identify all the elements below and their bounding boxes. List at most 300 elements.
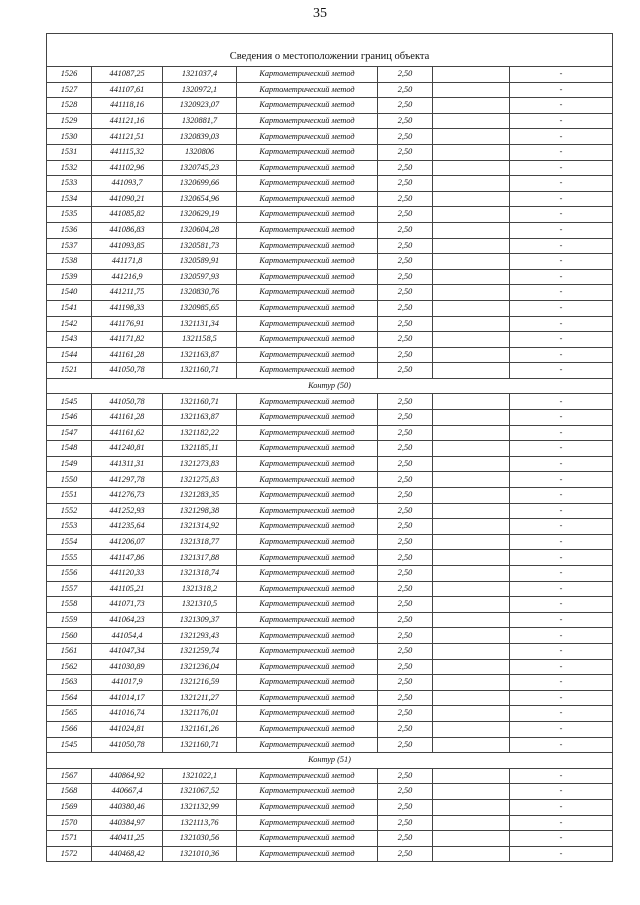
table-row bbox=[47, 207, 613, 223]
method-cell: Картометрический метод bbox=[237, 191, 378, 207]
table-row bbox=[47, 67, 613, 83]
x-coordinate-cell: 441050,78 bbox=[92, 363, 163, 379]
dash-cell: - bbox=[510, 519, 613, 535]
method-cell: Картометрический метод bbox=[237, 472, 378, 488]
dash-cell: - bbox=[510, 176, 613, 192]
method-cell: Картометрический метод bbox=[237, 67, 378, 83]
precision-cell: 2,50 bbox=[378, 238, 433, 254]
empty-cell bbox=[433, 628, 510, 644]
precision-cell: 2,50 bbox=[378, 721, 433, 737]
method-cell: Картометрический метод bbox=[237, 254, 378, 270]
method-cell: Картометрический метод bbox=[237, 566, 378, 582]
point-number-cell: 1572 bbox=[47, 846, 92, 862]
y-coordinate-cell: 1321176,01 bbox=[163, 706, 237, 722]
y-coordinate-cell: 1321216,59 bbox=[163, 675, 237, 691]
method-cell: Картометрический метод bbox=[237, 659, 378, 675]
point-number-cell: 1559 bbox=[47, 612, 92, 628]
table-row bbox=[47, 675, 613, 691]
method-cell: Картометрический метод bbox=[237, 488, 378, 504]
point-number-cell: 1521 bbox=[47, 363, 92, 379]
method-cell: Картометрический метод bbox=[237, 285, 378, 301]
y-coordinate-cell: 1320581,73 bbox=[163, 238, 237, 254]
x-coordinate-cell: 440468,42 bbox=[92, 846, 163, 862]
method-cell: Картометрический метод bbox=[237, 721, 378, 737]
method-cell: Картометрический метод bbox=[237, 82, 378, 98]
method-cell: Картометрический метод bbox=[237, 269, 378, 285]
table-row bbox=[47, 534, 613, 550]
precision-cell: 2,50 bbox=[378, 363, 433, 379]
y-coordinate-cell: 1321037,4 bbox=[163, 67, 237, 83]
y-coordinate-cell: 1321273,83 bbox=[163, 456, 237, 472]
empty-cell bbox=[433, 300, 510, 316]
x-coordinate-cell: 441093,7 bbox=[92, 176, 163, 192]
table-row bbox=[47, 238, 613, 254]
table-row bbox=[47, 799, 613, 815]
x-coordinate-cell: 441171,82 bbox=[92, 332, 163, 348]
dash-cell: - bbox=[510, 300, 613, 316]
y-coordinate-cell: 1320839,03 bbox=[163, 129, 237, 145]
point-number-cell: 1561 bbox=[47, 643, 92, 659]
y-coordinate-cell: 1321275,83 bbox=[163, 472, 237, 488]
dash-cell: - bbox=[510, 503, 613, 519]
precision-cell: 2,50 bbox=[378, 628, 433, 644]
dash-cell: - bbox=[510, 82, 613, 98]
empty-cell bbox=[433, 269, 510, 285]
point-number-cell: 1564 bbox=[47, 690, 92, 706]
empty-cell bbox=[433, 160, 510, 176]
dash-cell: - bbox=[510, 706, 613, 722]
x-coordinate-cell: 441086,83 bbox=[92, 222, 163, 238]
precision-cell: 2,50 bbox=[378, 597, 433, 613]
dash-cell: - bbox=[510, 768, 613, 784]
y-coordinate-cell: 1321163,87 bbox=[163, 410, 237, 426]
method-cell: Картометрический метод bbox=[237, 550, 378, 566]
point-number-cell: 1549 bbox=[47, 456, 92, 472]
table-row bbox=[47, 144, 613, 160]
x-coordinate-cell: 441090,21 bbox=[92, 191, 163, 207]
y-coordinate-cell: 1321293,43 bbox=[163, 628, 237, 644]
method-cell: Картометрический метод bbox=[237, 768, 378, 784]
point-number-cell: 1567 bbox=[47, 768, 92, 784]
point-number-cell: 1538 bbox=[47, 254, 92, 270]
method-cell: Картометрический метод bbox=[237, 410, 378, 426]
x-coordinate-cell: 440384,97 bbox=[92, 815, 163, 831]
empty-cell bbox=[433, 550, 510, 566]
empty-cell bbox=[433, 456, 510, 472]
empty-cell bbox=[433, 706, 510, 722]
table-row bbox=[47, 612, 613, 628]
dash-cell: - bbox=[510, 628, 613, 644]
point-number-cell: 1542 bbox=[47, 316, 92, 332]
method-cell: Картометрический метод bbox=[237, 799, 378, 815]
y-coordinate-cell: 1320699,66 bbox=[163, 176, 237, 192]
method-cell: Картометрический метод bbox=[237, 503, 378, 519]
empty-cell bbox=[433, 441, 510, 457]
point-number-cell: 1528 bbox=[47, 98, 92, 114]
dash-cell: - bbox=[510, 269, 613, 285]
table-row bbox=[47, 160, 613, 176]
dash-cell: - bbox=[510, 441, 613, 457]
x-coordinate-cell: 441014,17 bbox=[92, 690, 163, 706]
precision-cell: 2,50 bbox=[378, 98, 433, 114]
empty-cell bbox=[433, 254, 510, 270]
precision-cell: 2,50 bbox=[378, 144, 433, 160]
precision-cell: 2,50 bbox=[378, 799, 433, 815]
y-coordinate-cell: 1321318,2 bbox=[163, 581, 237, 597]
method-cell: Картометрический метод bbox=[237, 519, 378, 535]
precision-cell: 2,50 bbox=[378, 831, 433, 847]
y-coordinate-cell: 1321211,27 bbox=[163, 690, 237, 706]
point-number-cell: 1536 bbox=[47, 222, 92, 238]
empty-cell bbox=[433, 222, 510, 238]
x-coordinate-cell: 441311,31 bbox=[92, 456, 163, 472]
y-coordinate-cell: 1321314,92 bbox=[163, 519, 237, 535]
method-cell: Картометрический метод bbox=[237, 394, 378, 410]
point-number-cell: 1551 bbox=[47, 488, 92, 504]
dash-cell: - bbox=[510, 425, 613, 441]
dash-cell: - bbox=[510, 394, 613, 410]
empty-cell bbox=[433, 82, 510, 98]
method-cell: Картометрический метод bbox=[237, 129, 378, 145]
method-cell: Картометрический метод bbox=[237, 300, 378, 316]
dash-cell: - bbox=[510, 597, 613, 613]
x-coordinate-cell: 441030,89 bbox=[92, 659, 163, 675]
dash-cell: - bbox=[510, 612, 613, 628]
precision-cell: 2,50 bbox=[378, 643, 433, 659]
empty-cell bbox=[433, 643, 510, 659]
dash-cell: - bbox=[510, 456, 613, 472]
y-coordinate-cell: 1321022,1 bbox=[163, 768, 237, 784]
empty-cell bbox=[433, 768, 510, 784]
empty-cell bbox=[433, 67, 510, 83]
dash-cell: - bbox=[510, 581, 613, 597]
precision-cell: 2,50 bbox=[378, 441, 433, 457]
method-cell: Картометрический метод bbox=[237, 332, 378, 348]
y-coordinate-cell: 1321158,5 bbox=[163, 332, 237, 348]
empty-cell bbox=[433, 113, 510, 129]
y-coordinate-cell: 1321310,5 bbox=[163, 597, 237, 613]
precision-cell: 2,50 bbox=[378, 472, 433, 488]
table-row bbox=[47, 269, 613, 285]
table-row bbox=[47, 456, 613, 472]
x-coordinate-cell: 440380,46 bbox=[92, 799, 163, 815]
dash-cell: - bbox=[510, 566, 613, 582]
empty-cell bbox=[433, 799, 510, 815]
x-coordinate-cell: 441216,9 bbox=[92, 269, 163, 285]
dash-cell: - bbox=[510, 675, 613, 691]
y-coordinate-cell: 1321298,38 bbox=[163, 503, 237, 519]
table-row bbox=[47, 472, 613, 488]
page-number: 35 bbox=[313, 6, 327, 21]
dash-cell: - bbox=[510, 144, 613, 160]
point-number-cell: 1545 bbox=[47, 737, 92, 753]
point-number-cell: 1568 bbox=[47, 784, 92, 800]
table-row bbox=[47, 846, 613, 862]
x-coordinate-cell: 441121,16 bbox=[92, 113, 163, 129]
dash-cell: - bbox=[510, 690, 613, 706]
y-coordinate-cell: 1321182,22 bbox=[163, 425, 237, 441]
y-coordinate-cell: 1321161,26 bbox=[163, 721, 237, 737]
table-row bbox=[47, 285, 613, 301]
x-coordinate-cell: 441102,96 bbox=[92, 160, 163, 176]
precision-cell: 2,50 bbox=[378, 675, 433, 691]
point-number-cell: 1534 bbox=[47, 191, 92, 207]
dash-cell: - bbox=[510, 472, 613, 488]
empty-cell bbox=[433, 316, 510, 332]
y-coordinate-cell: 1321283,35 bbox=[163, 488, 237, 504]
table-row bbox=[47, 410, 613, 426]
method-cell: Картометрический метод bbox=[237, 160, 378, 176]
empty-cell bbox=[433, 207, 510, 223]
y-coordinate-cell: 1321160,71 bbox=[163, 394, 237, 410]
method-cell: Картометрический метод bbox=[237, 363, 378, 379]
precision-cell: 2,50 bbox=[378, 581, 433, 597]
y-coordinate-cell: 1320745,23 bbox=[163, 160, 237, 176]
point-number-cell: 1553 bbox=[47, 519, 92, 535]
point-number-cell: 1554 bbox=[47, 534, 92, 550]
x-coordinate-cell: 441161,62 bbox=[92, 425, 163, 441]
precision-cell: 2,50 bbox=[378, 737, 433, 753]
method-cell: Картометрический метод bbox=[237, 425, 378, 441]
contour-header-row bbox=[47, 378, 613, 394]
precision-cell: 2,50 bbox=[378, 706, 433, 722]
precision-cell: 2,50 bbox=[378, 207, 433, 223]
x-coordinate-cell: 441121,51 bbox=[92, 129, 163, 145]
x-coordinate-cell: 441171,8 bbox=[92, 254, 163, 270]
empty-cell bbox=[433, 285, 510, 301]
y-coordinate-cell: 1320589,91 bbox=[163, 254, 237, 270]
y-coordinate-cell: 1320806 bbox=[163, 144, 237, 160]
dash-cell: - bbox=[510, 737, 613, 753]
empty-cell bbox=[433, 737, 510, 753]
dash-cell: - bbox=[510, 815, 613, 831]
precision-cell: 2,50 bbox=[378, 113, 433, 129]
x-coordinate-cell: 441276,73 bbox=[92, 488, 163, 504]
table-row bbox=[47, 550, 613, 566]
y-coordinate-cell: 1321132,99 bbox=[163, 799, 237, 815]
empty-cell bbox=[433, 425, 510, 441]
point-number-cell: 1558 bbox=[47, 597, 92, 613]
x-coordinate-cell: 440864,92 bbox=[92, 768, 163, 784]
precision-cell: 2,50 bbox=[378, 67, 433, 83]
y-coordinate-cell: 1321010,36 bbox=[163, 846, 237, 862]
precision-cell: 2,50 bbox=[378, 222, 433, 238]
dash-cell: - bbox=[510, 222, 613, 238]
table-row bbox=[47, 503, 613, 519]
x-coordinate-cell: 441087,25 bbox=[92, 67, 163, 83]
table-title-row bbox=[47, 34, 613, 67]
dash-cell: - bbox=[510, 285, 613, 301]
y-coordinate-cell: 1321309,37 bbox=[163, 612, 237, 628]
precision-cell: 2,50 bbox=[378, 846, 433, 862]
precision-cell: 2,50 bbox=[378, 394, 433, 410]
point-number-cell: 1543 bbox=[47, 332, 92, 348]
y-coordinate-cell: 1321160,71 bbox=[163, 363, 237, 379]
dash-cell: - bbox=[510, 160, 613, 176]
table-row bbox=[47, 394, 613, 410]
table-row bbox=[47, 176, 613, 192]
method-cell: Картометрический метод bbox=[237, 815, 378, 831]
x-coordinate-cell: 441054,4 bbox=[92, 628, 163, 644]
empty-cell bbox=[433, 503, 510, 519]
x-coordinate-cell: 440411,25 bbox=[92, 831, 163, 847]
y-coordinate-cell: 1320597,93 bbox=[163, 269, 237, 285]
precision-cell: 2,50 bbox=[378, 316, 433, 332]
dash-cell: - bbox=[510, 784, 613, 800]
x-coordinate-cell: 441050,78 bbox=[92, 394, 163, 410]
table-row bbox=[47, 441, 613, 457]
precision-cell: 2,50 bbox=[378, 488, 433, 504]
contour-label: Контур (50) bbox=[47, 378, 613, 394]
table-row bbox=[47, 831, 613, 847]
y-coordinate-cell: 1321317,88 bbox=[163, 550, 237, 566]
method-cell: Картометрический метод bbox=[237, 784, 378, 800]
precision-cell: 2,50 bbox=[378, 129, 433, 145]
table-row bbox=[47, 659, 613, 675]
table-row bbox=[47, 300, 613, 316]
method-cell: Картометрический метод bbox=[237, 238, 378, 254]
point-number-cell: 1566 bbox=[47, 721, 92, 737]
precision-cell: 2,50 bbox=[378, 612, 433, 628]
method-cell: Картометрический метод bbox=[237, 98, 378, 114]
x-coordinate-cell: 441176,91 bbox=[92, 316, 163, 332]
x-coordinate-cell: 441071,73 bbox=[92, 597, 163, 613]
y-coordinate-cell: 1321236,04 bbox=[163, 659, 237, 675]
empty-cell bbox=[433, 394, 510, 410]
table-row bbox=[47, 425, 613, 441]
empty-cell bbox=[433, 831, 510, 847]
empty-cell bbox=[433, 191, 510, 207]
table-title: Сведения о местоположении границ объекта bbox=[47, 34, 613, 67]
empty-cell bbox=[433, 410, 510, 426]
point-number-cell: 1555 bbox=[47, 550, 92, 566]
dash-cell: - bbox=[510, 129, 613, 145]
y-coordinate-cell: 1321259,74 bbox=[163, 643, 237, 659]
y-coordinate-cell: 1320830,76 bbox=[163, 285, 237, 301]
empty-cell bbox=[433, 519, 510, 535]
y-coordinate-cell: 1320881,7 bbox=[163, 113, 237, 129]
precision-cell: 2,50 bbox=[378, 300, 433, 316]
method-cell: Картометрический метод bbox=[237, 612, 378, 628]
table-row bbox=[47, 566, 613, 582]
point-number-cell: 1550 bbox=[47, 472, 92, 488]
dash-cell: - bbox=[510, 488, 613, 504]
point-number-cell: 1556 bbox=[47, 566, 92, 582]
method-cell: Картометрический метод bbox=[237, 628, 378, 644]
method-cell: Картометрический метод bbox=[237, 831, 378, 847]
dash-cell: - bbox=[510, 113, 613, 129]
dash-cell: - bbox=[510, 332, 613, 348]
point-number-cell: 1529 bbox=[47, 113, 92, 129]
empty-cell bbox=[433, 815, 510, 831]
method-cell: Картометрический метод bbox=[237, 176, 378, 192]
empty-cell bbox=[433, 675, 510, 691]
table-row bbox=[47, 628, 613, 644]
precision-cell: 2,50 bbox=[378, 82, 433, 98]
point-number-cell: 1552 bbox=[47, 503, 92, 519]
y-coordinate-cell: 1321067,52 bbox=[163, 784, 237, 800]
y-coordinate-cell: 1321318,74 bbox=[163, 566, 237, 582]
method-cell: Картометрический метод bbox=[237, 316, 378, 332]
empty-cell bbox=[433, 332, 510, 348]
table-row bbox=[47, 113, 613, 129]
table-row bbox=[47, 815, 613, 831]
precision-cell: 2,50 bbox=[378, 690, 433, 706]
empty-cell bbox=[433, 98, 510, 114]
empty-cell bbox=[433, 846, 510, 862]
precision-cell: 2,50 bbox=[378, 550, 433, 566]
table-row bbox=[47, 316, 613, 332]
method-cell: Картометрический метод bbox=[237, 222, 378, 238]
precision-cell: 2,50 bbox=[378, 456, 433, 472]
dash-cell: - bbox=[510, 207, 613, 223]
point-number-cell: 1545 bbox=[47, 394, 92, 410]
method-cell: Картометрический метод bbox=[237, 347, 378, 363]
x-coordinate-cell: 441024,81 bbox=[92, 721, 163, 737]
x-coordinate-cell: 441064,23 bbox=[92, 612, 163, 628]
precision-cell: 2,50 bbox=[378, 815, 433, 831]
point-number-cell: 1531 bbox=[47, 144, 92, 160]
method-cell: Картометрический метод bbox=[237, 144, 378, 160]
dash-cell: - bbox=[510, 721, 613, 737]
boundary-coordinates-table bbox=[46, 33, 613, 862]
x-coordinate-cell: 441093,85 bbox=[92, 238, 163, 254]
x-coordinate-cell: 441107,61 bbox=[92, 82, 163, 98]
y-coordinate-cell: 1320923,07 bbox=[163, 98, 237, 114]
table-row bbox=[47, 347, 613, 363]
x-coordinate-cell: 441161,28 bbox=[92, 410, 163, 426]
table-row bbox=[47, 254, 613, 270]
y-coordinate-cell: 1320604,28 bbox=[163, 222, 237, 238]
x-coordinate-cell: 441120,33 bbox=[92, 566, 163, 582]
dash-cell: - bbox=[510, 831, 613, 847]
x-coordinate-cell: 441240,81 bbox=[92, 441, 163, 457]
y-coordinate-cell: 1320629,19 bbox=[163, 207, 237, 223]
table-row bbox=[47, 706, 613, 722]
point-number-cell: 1530 bbox=[47, 129, 92, 145]
point-number-cell: 1537 bbox=[47, 238, 92, 254]
method-cell: Картометрический метод bbox=[237, 675, 378, 691]
x-coordinate-cell: 441016,74 bbox=[92, 706, 163, 722]
y-coordinate-cell: 1321160,71 bbox=[163, 737, 237, 753]
precision-cell: 2,50 bbox=[378, 410, 433, 426]
method-cell: Картометрический метод bbox=[237, 441, 378, 457]
y-coordinate-cell: 1321185,11 bbox=[163, 441, 237, 457]
table-row bbox=[47, 488, 613, 504]
y-coordinate-cell: 1321318,77 bbox=[163, 534, 237, 550]
dash-cell: - bbox=[510, 254, 613, 270]
point-number-cell: 1562 bbox=[47, 659, 92, 675]
x-coordinate-cell: 441206,07 bbox=[92, 534, 163, 550]
table-row bbox=[47, 784, 613, 800]
method-cell: Картометрический метод bbox=[237, 706, 378, 722]
dash-cell: - bbox=[510, 347, 613, 363]
x-coordinate-cell: 441161,28 bbox=[92, 347, 163, 363]
precision-cell: 2,50 bbox=[378, 285, 433, 301]
point-number-cell: 1547 bbox=[47, 425, 92, 441]
method-cell: Картометрический метод bbox=[237, 643, 378, 659]
table-row bbox=[47, 222, 613, 238]
point-number-cell: 1571 bbox=[47, 831, 92, 847]
table-row bbox=[47, 363, 613, 379]
empty-cell bbox=[433, 129, 510, 145]
precision-cell: 2,50 bbox=[378, 784, 433, 800]
x-coordinate-cell: 440667,4 bbox=[92, 784, 163, 800]
method-cell: Картометрический метод bbox=[237, 207, 378, 223]
precision-cell: 2,50 bbox=[378, 332, 433, 348]
table-row bbox=[47, 82, 613, 98]
table-row bbox=[47, 129, 613, 145]
